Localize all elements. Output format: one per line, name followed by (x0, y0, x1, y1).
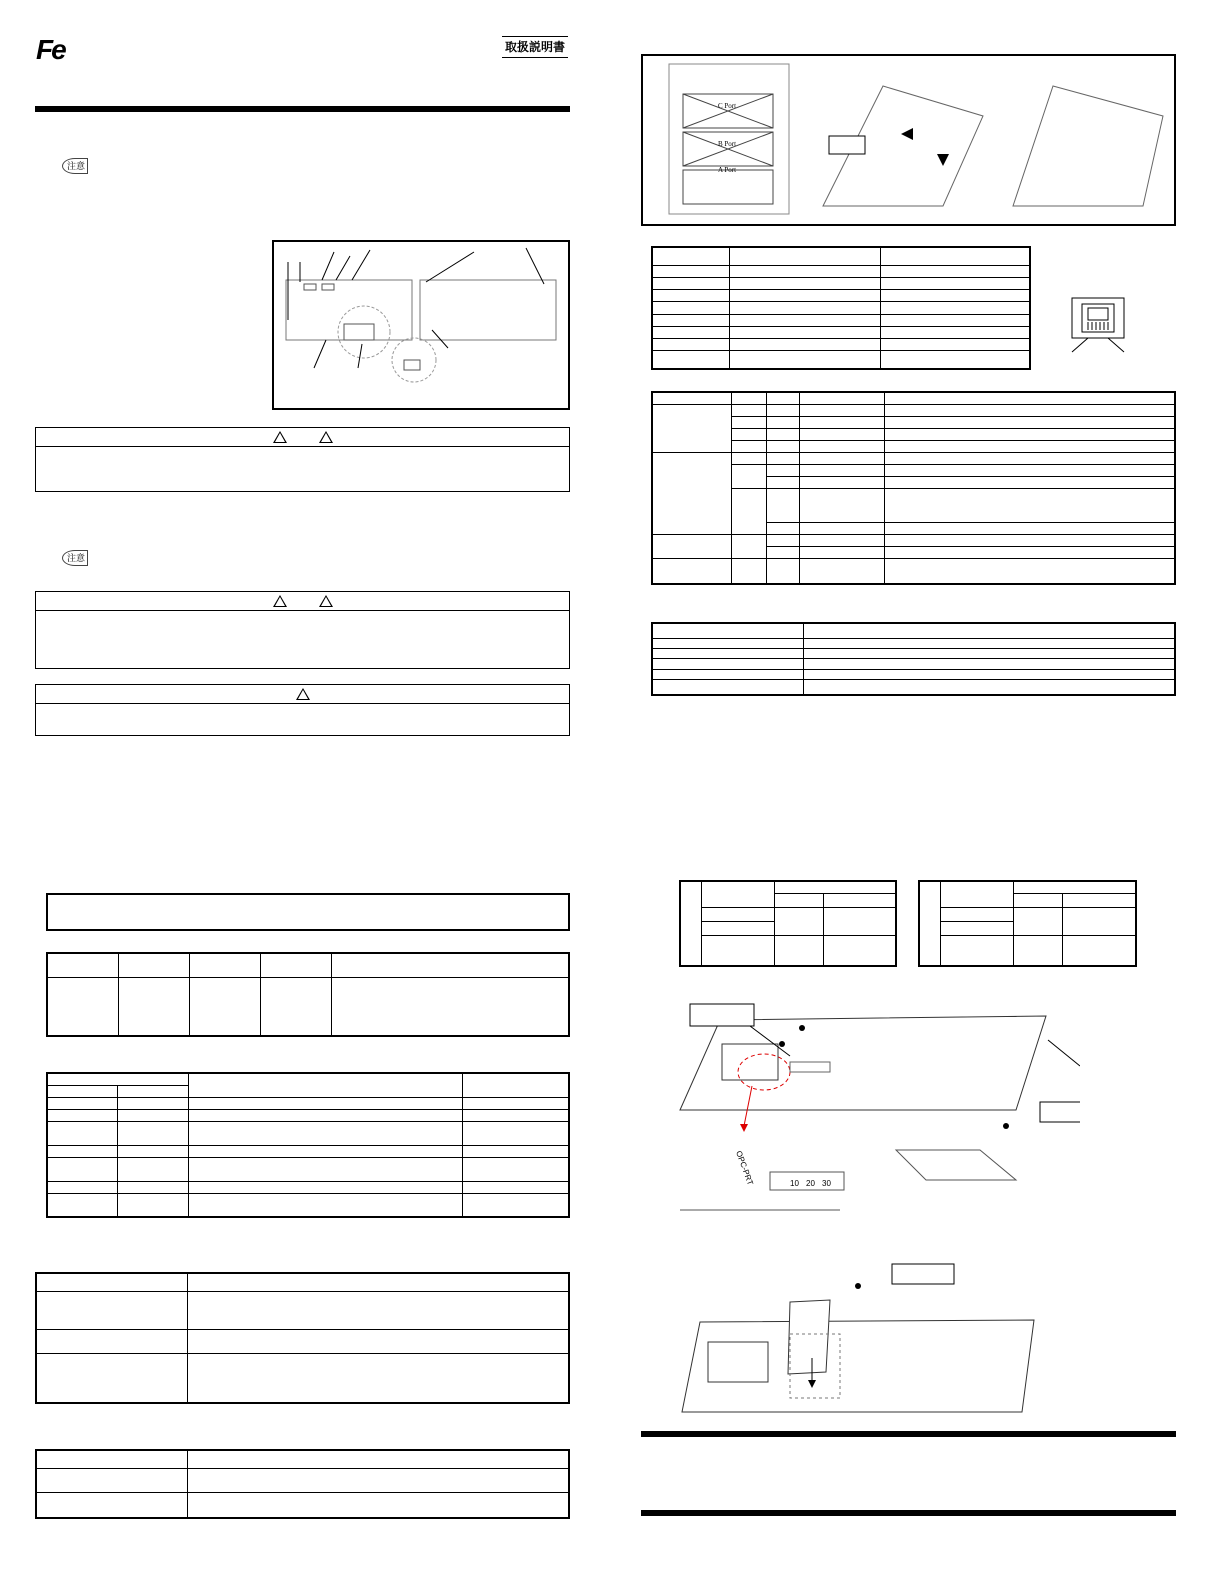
caution-icon: 注意 (62, 550, 88, 566)
electric-hazard-icon (319, 431, 333, 443)
arrow-left-icon (901, 128, 913, 140)
safety-caution-box-3 (35, 684, 570, 736)
port-label-c: C Port (717, 102, 737, 110)
safety-caution-box-1 (35, 427, 570, 492)
port-label-b: B Port (717, 140, 737, 148)
electric-hazard-icon (319, 595, 333, 607)
section-rule-bottom (641, 1510, 1176, 1516)
caution-icon: 注意 (62, 158, 88, 174)
safety-caution-header (36, 685, 569, 704)
callout-box (892, 1264, 954, 1284)
title-rule (35, 106, 570, 112)
warning-triangle-icon (296, 688, 310, 700)
installation-figure (641, 54, 1176, 226)
small-table-left (679, 880, 897, 967)
small-table-right (918, 880, 1137, 967)
red-arrow-icon (740, 1124, 748, 1132)
ruler-tick: 10 (790, 1179, 799, 1188)
callout-box (690, 1004, 754, 1026)
setting-table (651, 391, 1176, 585)
inverter-slot-drawing (643, 56, 1174, 224)
spec-table-1 (46, 952, 570, 1037)
arrow-down-icon (808, 1380, 816, 1388)
warning-triangle-icon (273, 431, 287, 443)
arrow-down-icon (937, 154, 949, 166)
spec-table-4 (35, 1449, 570, 1519)
warning-triangle-icon (273, 595, 287, 607)
board-marking: OPC-PRT (734, 1149, 755, 1187)
note-box (46, 893, 570, 931)
board-drawing (274, 242, 568, 408)
ruler-tick: 20 (806, 1179, 815, 1188)
fuji-logo: Fe (36, 34, 65, 65)
callout-box (829, 136, 865, 154)
connector-table (651, 246, 1031, 370)
cover-plate-diagram-2 (660, 1262, 1040, 1422)
safety-caution-header (36, 428, 569, 447)
section-rule-top (641, 1431, 1176, 1437)
document-type-tag: 取扱説明書 (502, 36, 568, 58)
port-label-a: A Port (717, 166, 737, 174)
rj45-connector-icon (1068, 296, 1128, 354)
safety-caution-header (36, 592, 569, 611)
cover-plate-diagram-1 (660, 1000, 1080, 1215)
spec-table-3 (35, 1272, 570, 1404)
spec-table-2 (46, 1072, 570, 1218)
board-figure (272, 240, 570, 410)
callout-box (1040, 1102, 1080, 1122)
ruler-tick: 30 (822, 1179, 831, 1188)
parameter-table (651, 622, 1176, 696)
safety-caution-box-2 (35, 591, 570, 669)
